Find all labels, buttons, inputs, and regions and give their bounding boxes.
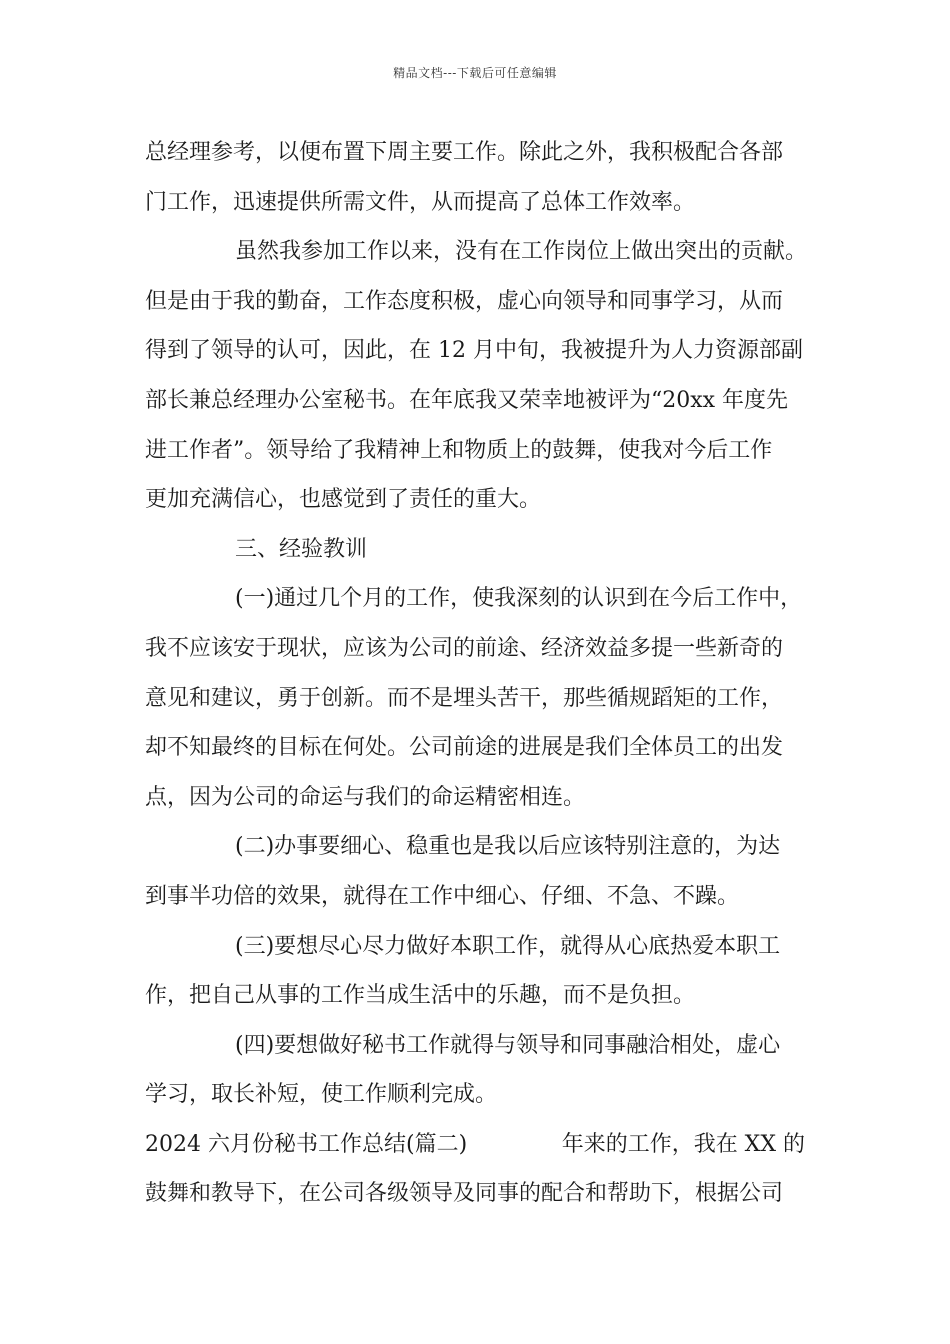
text-line: 三、经验教训 (235, 536, 368, 562)
text-line: 总经理参考，以便布置下周主要工作。除此之外，我积极配合各部 (145, 140, 784, 165)
text-line: 到事半功倍的效果，就得在工作中细心、仔细、不急、不躁。 (145, 883, 740, 909)
text-line: 我不应该安于现状，应该为公司的前途、经济效益多提一些新奇的 (145, 635, 784, 661)
text-line: 却不知最终的目标在何处。公司前途的进展是我们全体员工的出发 (145, 735, 784, 761)
text-line: 鼓舞和教导下，在公司各级领导及同事的配合和帮助下，根据公司 (145, 1181, 784, 1207)
tail-lines (145, 1169, 825, 1219)
section-title: 2024 六月份秘书工作总结(篇二) (145, 1131, 468, 1157)
text-line: 意见和建议，勇于创新。而不是埋头苦干，那些循规蹈矩的工作， (145, 685, 784, 711)
text-line: 点，因为公司的命运与我们的命运精密相连。 (145, 784, 586, 810)
text-line: 进工作者”。领导给了我精神上和物质上的鼓舞，使我对今后工作 (145, 437, 773, 463)
paragraph-lines (145, 128, 825, 1120)
text-line: 虽然我参加工作以来，没有在工作岗位上做出突出的贡献。 (235, 239, 808, 265)
text-line: 但是由于我的勤奋，工作态度积极，虚心向领导和同事学习，从而 (145, 288, 784, 314)
page-header: 精品文档---下载后可任意编辑 (393, 66, 557, 80)
text-line: (三)要想尽心尽力做好本职工作，就得从心底热爱本职工 (235, 933, 781, 959)
text-line: (二)办事要细心、稳重也是我以后应该特别注意的，为达 (235, 834, 781, 860)
section-title-continuation: 年来的工作，我在 XX 的 (561, 1131, 805, 1157)
text-line: 部长兼总经理办公室秘书。在年底我又荣幸地被评为“20xx 年度先 (145, 387, 789, 413)
text-line: 更加充满信心，也感觉到了责任的重大。 (145, 487, 542, 513)
text-line: (一)通过几个月的工作，使我深刻的认识到在今后工作中， (235, 586, 803, 612)
text-line: (四)要想做好秘书工作就得与领导和同事融洽相处，虚心 (235, 1032, 781, 1058)
document-body (145, 128, 825, 1219)
text-line: 门工作，迅速提供所需文件，从而提高了总体工作效率。 (145, 189, 696, 215)
section-title-line (145, 1120, 805, 1170)
text-line: 得到了领导的认可，因此，在 12 月中旬，我被提升为人力资源部副 (145, 338, 803, 364)
text-line: 作，把自己从事的工作当成生活中的乐趣，而不是负担。 (145, 983, 696, 1009)
text-line: 学习，取长补短，使工作顺利完成。 (145, 1082, 498, 1108)
